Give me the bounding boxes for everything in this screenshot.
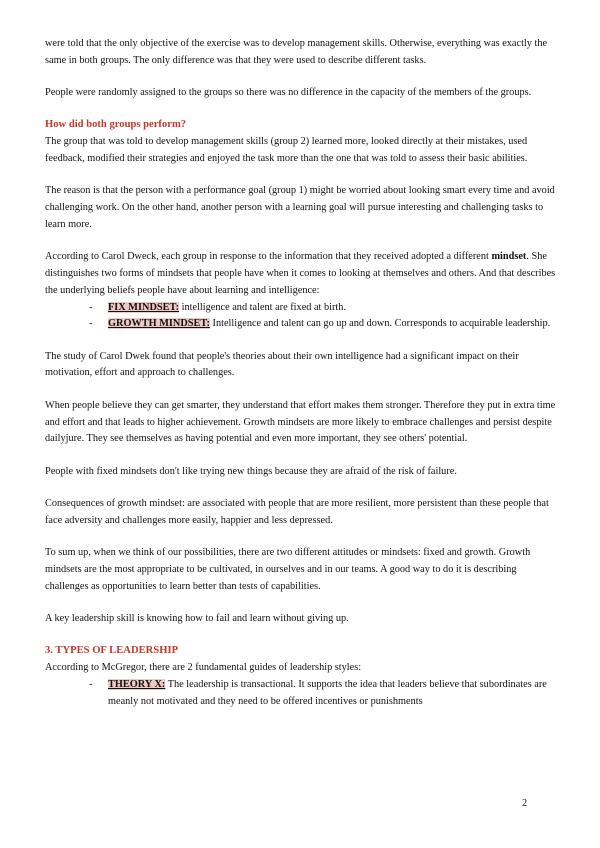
- heading-types-of-leadership: 3. TYPES OF LEADERSHIP: [45, 645, 179, 657]
- paragraph-5-a: According to Carol Dweck, each group in response to the information that they received adopted a different: [45, 251, 492, 263]
- fix-mindset-term: FIX MINDSET:: [108, 301, 180, 313]
- paragraph-11: A key leadership skill is knowing how to fail and learn without giving up.: [45, 612, 349, 624]
- paragraph-5-b: . She distinguishes two forms of mindsets that people have when it comes to looking at themselves and others. And that describes the underlying beliefs people have about learning and intelligence:: [45, 251, 556, 296]
- list-item-growth-mindset: [45, 316, 559, 333]
- list-item-theory-x: [45, 677, 559, 711]
- paragraph-6: The study of Carol Dwek found that people's theories about their own intelligence had a significant impact on their motivation, effort and approach to challenges.: [45, 350, 519, 379]
- page-number: 2: [522, 798, 528, 809]
- paragraph-9: Consequences of growth mindset: are associated with people that are more resilient, more persistent than these people that face adversity and challenges more easily, happier and less depressed.: [45, 497, 549, 526]
- paragraph-7: When people believe they can get smarter, they understand that effort makes them stronger. Therefore they put in extra time and effort and that leads to higher achievement. Growth mindsets are more likely to embrace challenges and persist despite dailyjure. They see themselves as having potential and even more important, they see others' potential.: [45, 399, 556, 445]
- bullet-dash: -: [89, 678, 93, 690]
- list-item-fix-mindset: [45, 300, 559, 317]
- paragraph-2: People were randomly assigned to the groups so there was no difference in the capacity of the members of the groups.: [45, 87, 532, 99]
- paragraph-1: were told that the only objective of the exercise was to develop management skills. Otherwise, everything was exactly the same in both groups. The only difference was that they were used to describe different tasks.: [45, 38, 548, 66]
- paragraph-3: The group that was told to develop management skills (group 2) learned more, looked directly at their mistakes, used feedback, modified their strategies and enjoyed the task more than the one that was told to assess their basic abilities.: [45, 136, 528, 164]
- theory-x-term: THEORY X:: [108, 678, 166, 690]
- paragraph-10: To sum up, when we think of our possibilities, there are two different attitudes or mindsets: fixed and growth. Growth mindsets are the most appropriate to be cultivated, in ourselves and in our teams. A good way to do it is describing challenges as opportunities to learn better than tests of capabilities.: [45, 547, 531, 592]
- theory-list: [45, 677, 559, 711]
- mindset-list: [45, 300, 559, 334]
- bullet-dash: -: [89, 301, 93, 313]
- fix-mindset-text: intelligence and talent are fixed at birth.: [179, 301, 347, 313]
- page-content: [45, 36, 559, 726]
- paragraph-8: People with fixed mindsets don't like trying new things because they are afraid of the risk of failure.: [45, 465, 457, 477]
- growth-mindset-term: GROWTH MINDSET:: [108, 318, 210, 330]
- mindset-term: mindset: [491, 251, 527, 263]
- paragraph-4: The reason is that the person with a performance goal (group 1) might be worried about looking smart every time and avoid challenging work. On the other hand, another person with a learning goal will pursue interesting and challenging tasks to learn more.: [45, 185, 555, 230]
- heading-how-did-groups-perform: How did both groups perform?: [45, 119, 187, 131]
- bullet-dash: -: [89, 318, 93, 330]
- growth-mindset-text: Intelligence and talent can go up and down. Corresponds to acquirable leadership.: [209, 318, 551, 330]
- paragraph-5: [45, 249, 559, 299]
- theory-x-text: The leadership is transactional. It supports the idea that leaders believe that subordinates are meanly not motivated and they need to be offered incentives or punishments: [108, 678, 547, 707]
- paragraph-12: According to McGregor, there are 2 fundamental guides of leadership styles:: [45, 662, 362, 674]
